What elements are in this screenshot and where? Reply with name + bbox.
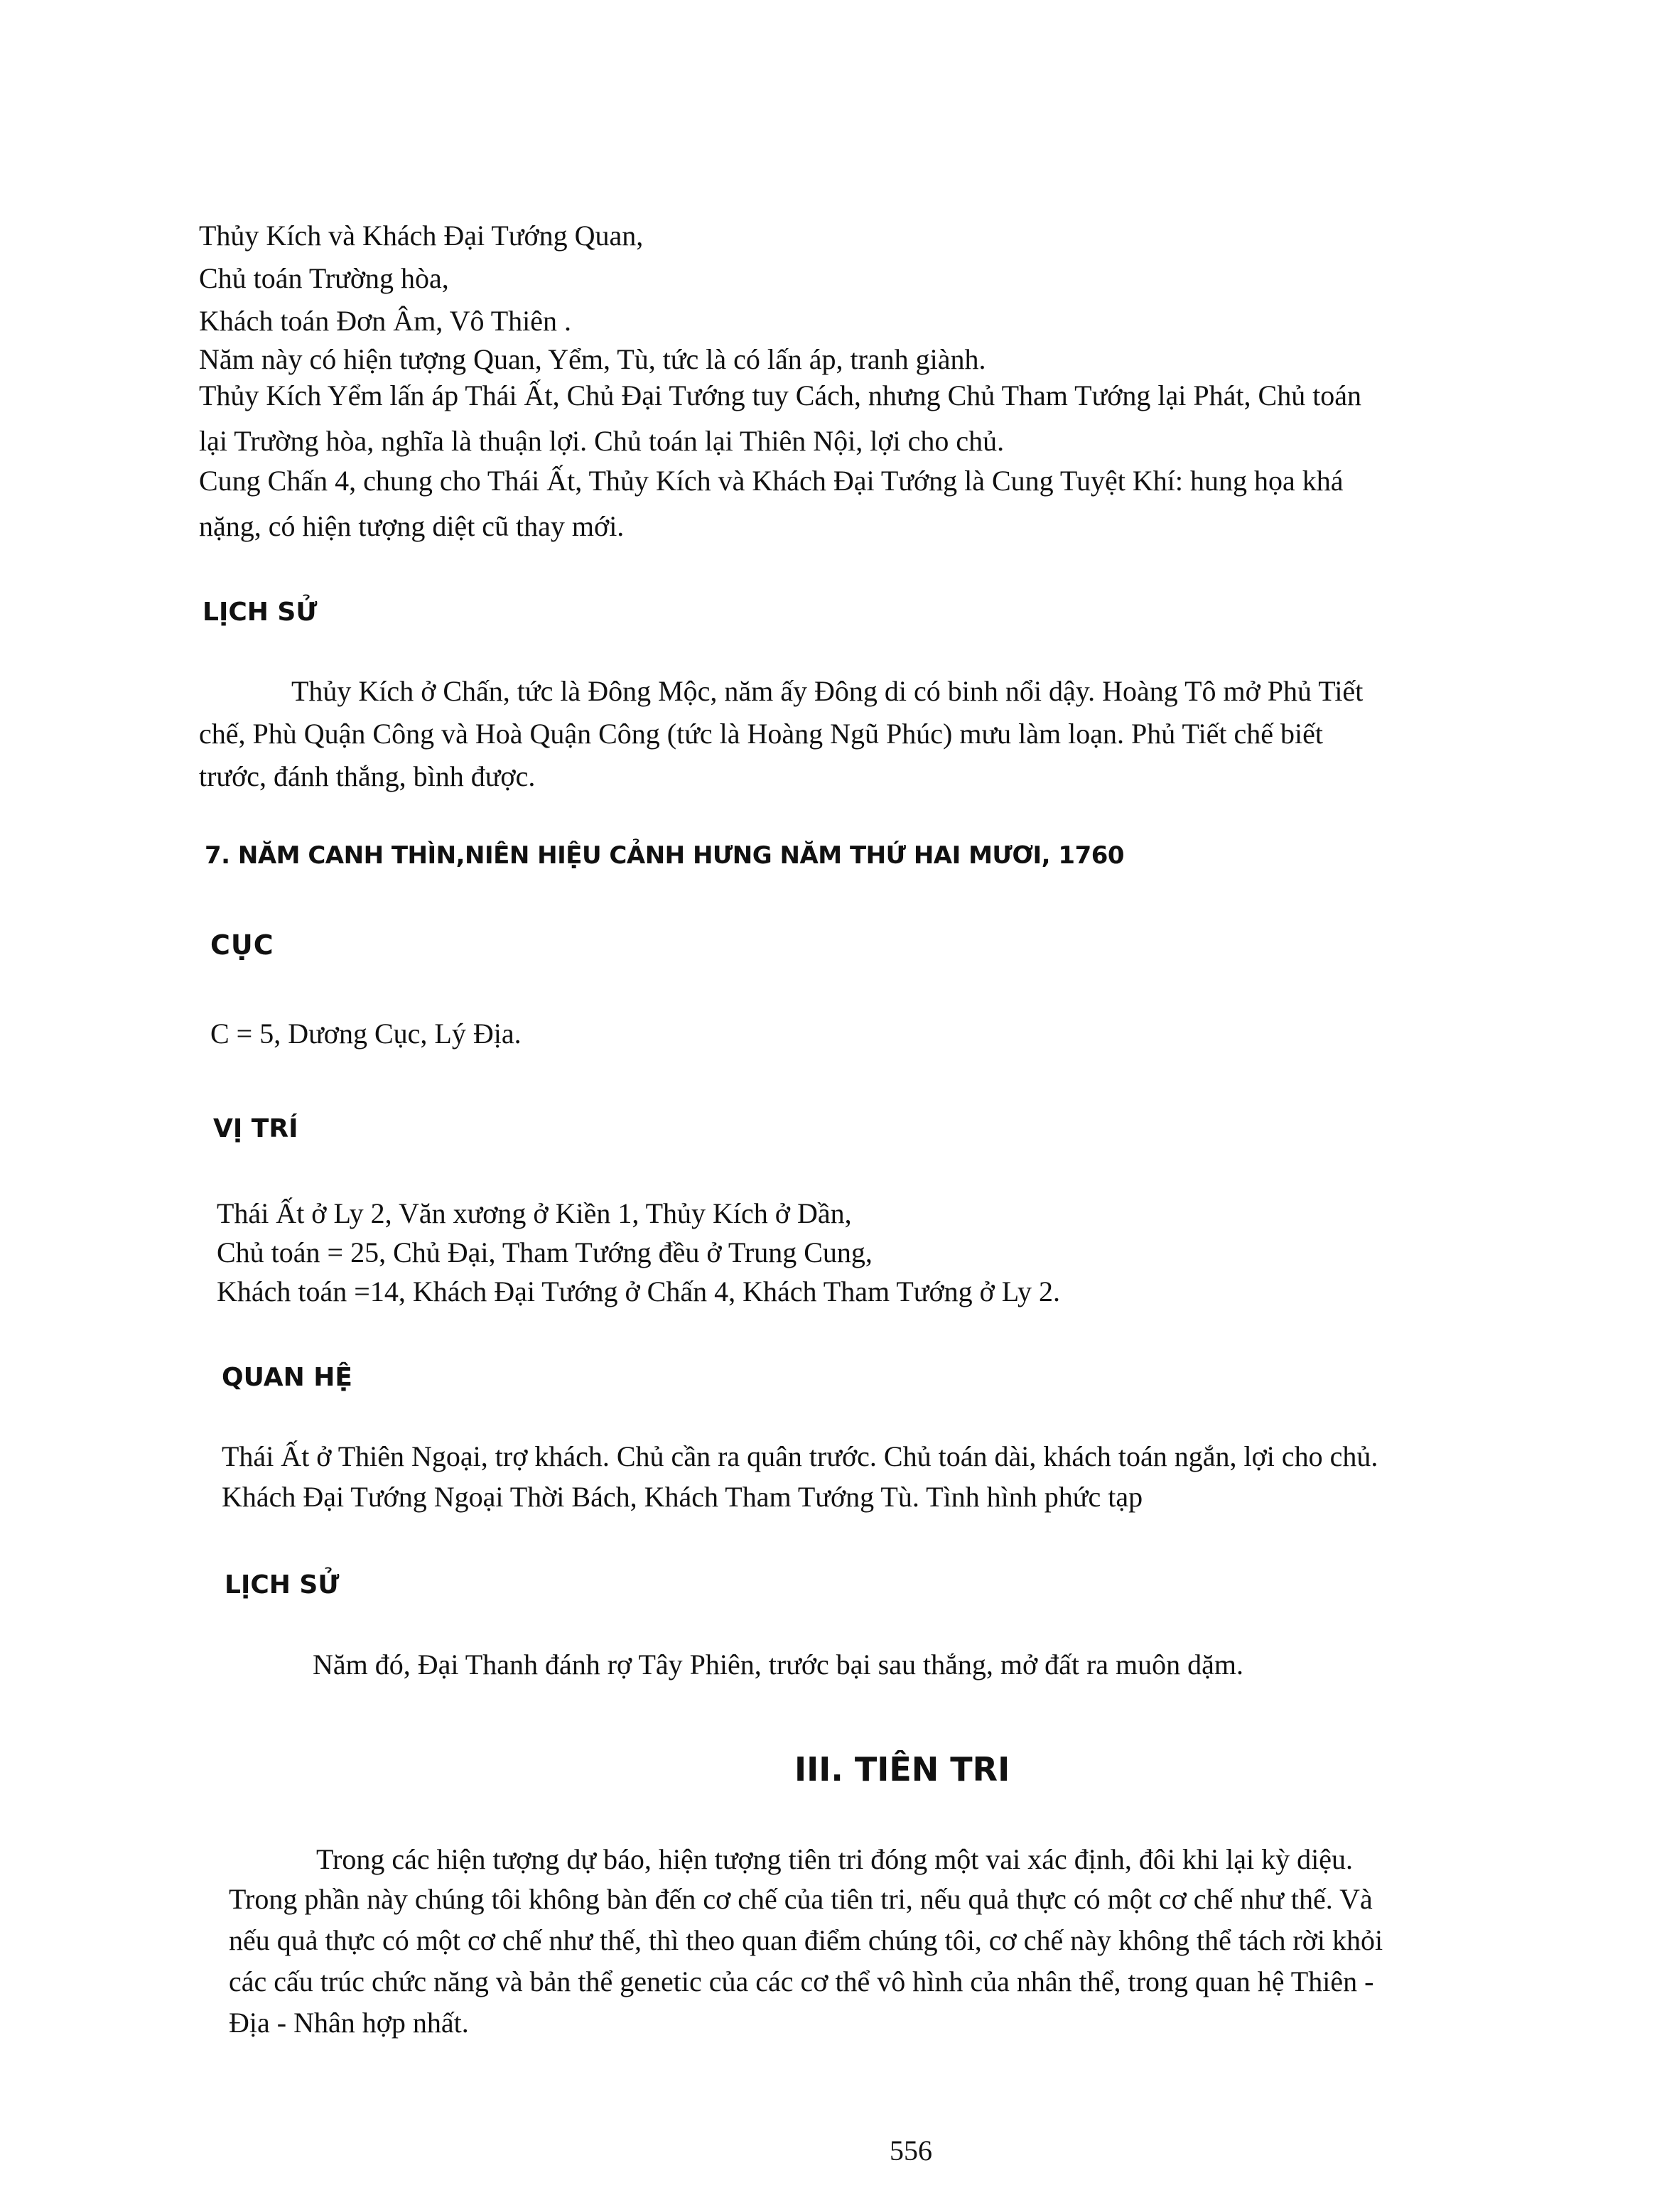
heading-vi-tri: VỊ TRÍ — [213, 1114, 298, 1143]
text-line: Khách toán Đơn Âm, Vô Thiên . — [199, 305, 572, 337]
vi-tri-line: Thái Ất ở Ly 2, Văn xương ở Kiền 1, Thủy Kích ở Dần, — [217, 1197, 852, 1229]
text-line: Cung Chấn 4, chung cho Thái Ất, Thủy Kích và Khách Đại Tướng là Cung Tuyệt Khí: hung họa khá — [199, 465, 1344, 497]
paragraph-line: nếu quả thực có một cơ chế như thế, thì theo quan điểm chúng tôi, cơ chế này không thể tách rời khỏi — [229, 1924, 1383, 1956]
text-line: Thủy Kích và Khách Đại Tướng Quan, — [199, 220, 644, 252]
vi-tri-line: Khách toán =14, Khách Đại Tướng ở Chấn 4, Khách Tham Tướng ở Ly 2. — [217, 1275, 1060, 1307]
text-line: Năm này có hiện tượng Quan, Yểm, Tù, tức là có lấn áp, tranh giành. — [199, 343, 986, 375]
paragraph-line: Trong phần này chúng tôi không bàn đến cơ chế của tiên tri, nếu quả thực có một cơ chế như thế. Và — [229, 1883, 1373, 1915]
vi-tri-line: Chủ toán = 25, Chủ Đại, Tham Tướng đều ở Trung Cung, — [217, 1236, 873, 1268]
quan-he-line: Khách Đại Tướng Ngoại Thời Bách, Khách Tham Tướng Tù. Tình hình phức tạp — [222, 1481, 1143, 1513]
text-line: lại Trường hòa, nghĩa là thuận lợi. Chủ toán lại Thiên Nội, lợi cho chủ. — [199, 425, 1005, 457]
heading-year: 7. NĂM CANH THÌN,NIÊN HIỆU CẢNH HƯNG NĂM THỨ HAI MƯƠI, 1760 — [205, 841, 1125, 870]
heading-lich-su-1: LỊCH SỬ — [203, 598, 318, 627]
paragraph-line: các cấu trúc chức năng và bản thể genetic của các cơ thể vô hình của nhân thể, trong quan hệ Thiên - — [229, 1965, 1374, 1997]
section-title: III. TIÊN TRI — [794, 1750, 1010, 1789]
history-line: Thủy Kích ở Chấn, tức là Đông Mộc, năm ấy Đông di có binh nổi dậy. Hoàng Tô mở Phủ Tiết — [291, 675, 1364, 707]
cuc-text: C = 5, Dương Cục, Lý Địa. — [210, 1018, 522, 1050]
heading-quan-he: QUAN HỆ — [222, 1363, 352, 1392]
quan-he-line: Thái Ất ở Thiên Ngoại, trợ khách. Chủ cần ra quân trước. Chủ toán dài, khách toán ngắn, lợi cho chủ. — [222, 1440, 1378, 1472]
heading-cuc: CỤC — [210, 929, 274, 961]
paragraph-line: Địa - Nhân hợp nhất. — [229, 2007, 469, 2039]
heading-lich-su-2: LỊCH SỬ — [225, 1570, 340, 1599]
text-line: Chủ toán Trường hòa, — [199, 262, 449, 294]
text-line: Thủy Kích Yểm lấn áp Thái Ất, Chủ Đại Tướng tuy Cách, nhưng Chủ Tham Tướng lại Phát, Chủ toán — [199, 379, 1362, 411]
page-number: 556 — [890, 2135, 932, 2167]
history-line: Năm đó, Đại Thanh đánh rợ Tây Phiên, trước bại sau thắng, mở đất ra muôn dặm. — [313, 1649, 1244, 1680]
text-line: nặng, có hiện tượng diệt cũ thay mới. — [199, 510, 625, 542]
history-line: chế, Phù Quận Công và Hoà Quận Công (tức là Hoàng Ngũ Phúc) mưu làm loạn. Phủ Tiết chế biết — [199, 718, 1324, 750]
paragraph-line: Trong các hiện tượng dự báo, hiện tượng tiên tri đóng một vai xác định, đôi khi lại kỳ diệu. — [316, 1843, 1353, 1875]
history-line: trước, đánh thắng, bình được. — [199, 760, 536, 792]
